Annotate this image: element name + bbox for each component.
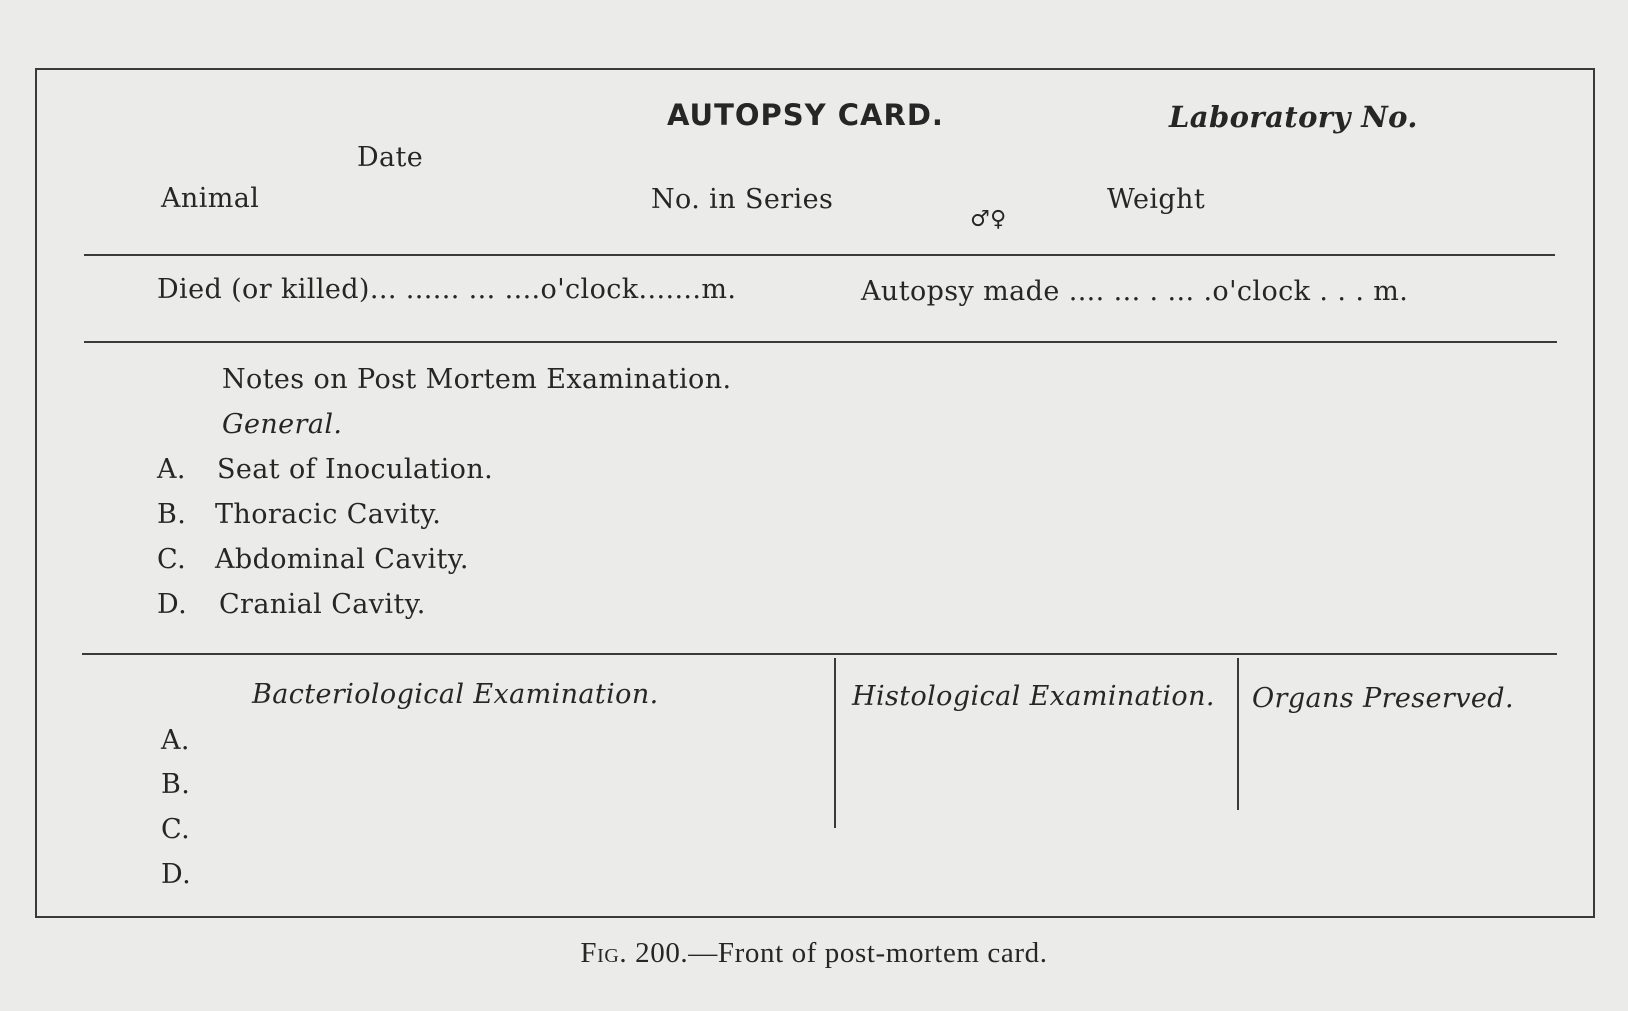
general-label: General. (222, 409, 343, 440)
column-divider-2 (1237, 658, 1239, 810)
organs-preserved-heading: Organs Preserved. (1252, 683, 1514, 714)
column-divider-1 (834, 658, 836, 828)
divider-notes (82, 653, 1557, 655)
bacteriological-letter-d: D. (161, 859, 192, 890)
notes-item-b-text: Thoracic Cavity. (215, 499, 442, 530)
card-title: AUTOPSY CARD. (667, 98, 944, 132)
figure-label: Fig. 200. (580, 937, 689, 969)
bacteriological-letter-a: A. (161, 725, 190, 756)
date-label: Date (357, 142, 424, 173)
notes-item-c-letter: C. (157, 544, 187, 575)
divider-time (84, 341, 1557, 343)
bacteriological-letter-c: C. (161, 814, 191, 845)
notes-item-d-letter: D. (157, 589, 188, 620)
notes-item-a-text: Seat of Inoculation. (217, 454, 494, 485)
autopsy-line: Autopsy made .... ... . ... .o'clock . . . m. (861, 276, 1409, 307)
notes-item-c-text: Abdominal Cavity. (215, 544, 469, 575)
notes-heading: Notes on Post Mortem Examination. (222, 364, 732, 395)
autopsy-card (35, 68, 1595, 918)
divider-header (84, 254, 1555, 256)
histological-heading: Histological Examination. (852, 681, 1215, 712)
died-line: Died (or killed)... ...... ... ....o'clock.......m. (157, 274, 737, 305)
laboratory-no-label: Laboratory No. (1169, 100, 1418, 134)
figure-caption (0, 937, 1628, 970)
figure-caption-text: —Front of post-mortem card. (688, 937, 1048, 969)
notes-item-a-letter: A. (157, 454, 186, 485)
notes-item-b-letter: B. (157, 499, 187, 530)
weight-label: Weight (1107, 184, 1206, 215)
animal-label: Animal (161, 183, 260, 214)
bacteriological-heading: Bacteriological Examination. (252, 679, 659, 710)
bacteriological-letter-b: B. (161, 769, 191, 800)
series-label: No. in Series (651, 184, 834, 215)
notes-item-d-text: Cranial Cavity. (219, 589, 426, 620)
sex-symbols: ♂♀ (970, 207, 1007, 232)
